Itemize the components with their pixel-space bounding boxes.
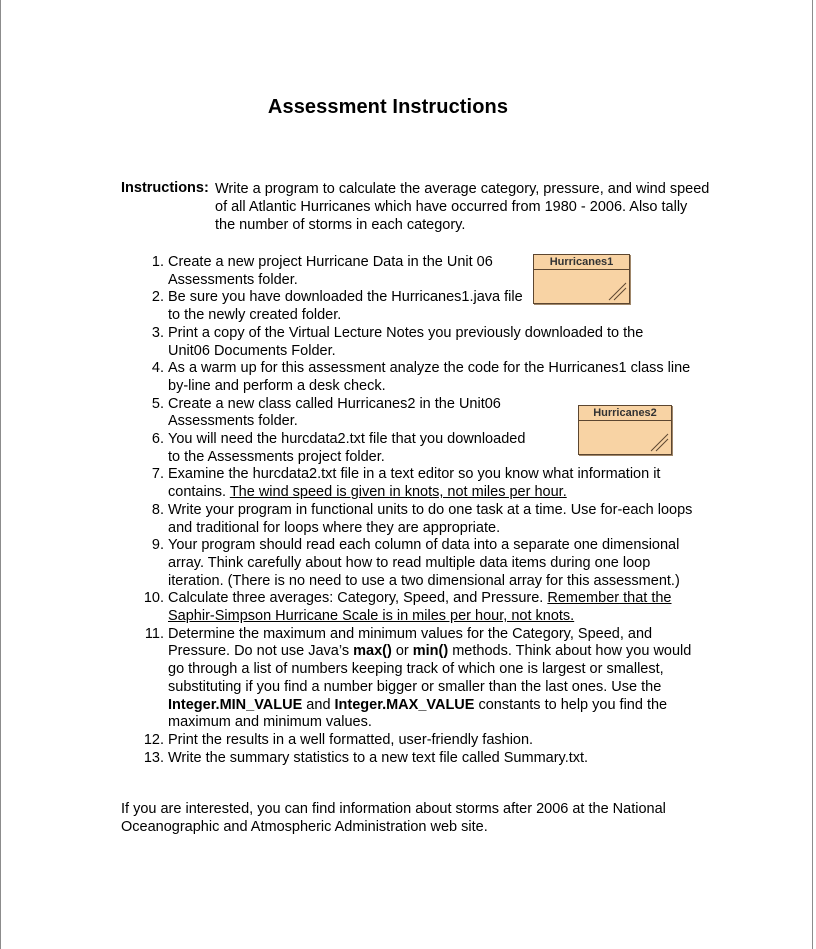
- step-text-underlined: Remember that the Saphir-Simpson Hurricane Scale is in miles per hour, not knots.: [168, 590, 672, 625]
- step-text: Print a copy of the Virtual Lecture Notes you previously downloaded to the Unit06 Documents Folder.: [168, 324, 644, 359]
- instructions-label: Instructions:: [121, 180, 209, 196]
- step-text-plain: or: [391, 643, 413, 660]
- step-text-underlined: The wind speed is given in knots, not miles per hour.: [229, 484, 567, 501]
- closing-paragraph: If you are interested, you can find information about storms after 2006 at the National Oceanographic and Atmospheric Administration web site.: [121, 801, 666, 835]
- step-text-plain: constants to help you find the maximum and minimum values.: [168, 696, 668, 731]
- step-number: 9.: [151, 537, 164, 554]
- step-number: 1.: [151, 254, 164, 270]
- step-text: Write the summary statistics to a new text file called Summary.txt.: [168, 749, 589, 766]
- step-text-plain: Determine the maximum and minimum values for the Category, Speed, and Pressure. Do not use Java’s: [168, 625, 653, 660]
- step-number: 4.: [151, 360, 164, 377]
- step-text: Create a new class called Hurricanes2 in the Unit06 Assessments folder.: [168, 395, 501, 430]
- step-item: [0, 360, 816, 395]
- step-text: Your program should read each column of data into a separate one dimensional array. Think carefully about how to read multiple data items during one loop iteration. (There is no need to use a two dimensional array for this assessment.): [168, 537, 680, 589]
- step-number: 2.: [151, 289, 164, 306]
- step-item: [0, 396, 816, 431]
- step-number: 3.: [151, 324, 164, 341]
- step-text: As a warm up for this assessment analyze the code for the Hurricanes1 class line by-line and perform a desk check.: [168, 360, 691, 394]
- step-item: [0, 537, 816, 590]
- steps-list: [0, 254, 816, 767]
- instructions-text: Write a program to calculate the average category, pressure, and wind speed of all Atlantic Hurricanes which have occurred from 1980 - 2006. Also tally the number of storms in each category.: [215, 181, 710, 233]
- step-text-plain: Calculate three averages: Category, Speed, and Pressure.: [168, 590, 548, 607]
- step-item: [0, 750, 816, 768]
- step-item: [0, 431, 816, 466]
- step-number: 6.: [151, 431, 164, 448]
- uml-class-name: Hurricanes2: [579, 406, 671, 421]
- step-text: Print the results in a well formatted, user-friendly fashion.: [168, 731, 534, 748]
- step-text-bold: Integer.MAX_VALUE: [334, 696, 475, 713]
- step-number: 13.: [143, 749, 164, 766]
- step-item: [0, 732, 816, 750]
- step-number: 5.: [151, 395, 164, 412]
- step-item: [0, 325, 816, 360]
- resize-corner-icon: [649, 432, 669, 452]
- step-text: [168, 590, 700, 625]
- step-text-plain: Examine the hurcdata2.txt file in a text editor so you know what information it contains.: [168, 466, 661, 501]
- step-text-plain: and: [302, 696, 335, 713]
- page-title: Assessment Instructions: [267, 96, 509, 118]
- step-item: [0, 466, 816, 501]
- step-text: [168, 626, 700, 732]
- step-text: [168, 466, 700, 501]
- step-item: [0, 254, 816, 289]
- resize-corner-icon: [607, 281, 627, 301]
- uml-class-box-hurricanes2: [578, 405, 672, 455]
- step-text-bold: max(): [353, 643, 392, 660]
- step-text: Write your program in functional units to do one task at a time. Use for-each loops and traditional for loops where they are appropriate.: [168, 501, 693, 536]
- step-text-plain: methods. Think about how you would go through a list of numbers keeping track of which one is largest or smallest, substituting if you find a number bigger or smaller than the last ones. Use the: [168, 643, 692, 695]
- step-number: 11.: [144, 625, 164, 642]
- step-text: Create a new project Hurricane Data in the Unit 06 Assessments folder.: [168, 254, 493, 288]
- uml-class-name: Hurricanes1: [534, 255, 629, 270]
- step-text: Be sure you have downloaded the Hurricanes1.java file to the newly created folder.: [168, 289, 523, 324]
- step-number: 8.: [151, 501, 164, 518]
- step-text-bold: min(): [412, 643, 449, 660]
- step-item: [0, 502, 816, 537]
- uml-class-box-hurricanes1: [533, 254, 630, 304]
- step-number: 12.: [143, 731, 164, 748]
- step-text-bold: Integer.MIN_VALUE: [168, 696, 303, 713]
- step-number: 10.: [143, 590, 164, 607]
- step-text: You will need the hurcdata2.txt file that you downloaded to the Assessments project folder.: [168, 431, 526, 465]
- step-item: [0, 590, 816, 625]
- step-number: 7.: [151, 466, 164, 483]
- step-item: [0, 289, 816, 324]
- step-item: [0, 626, 816, 732]
